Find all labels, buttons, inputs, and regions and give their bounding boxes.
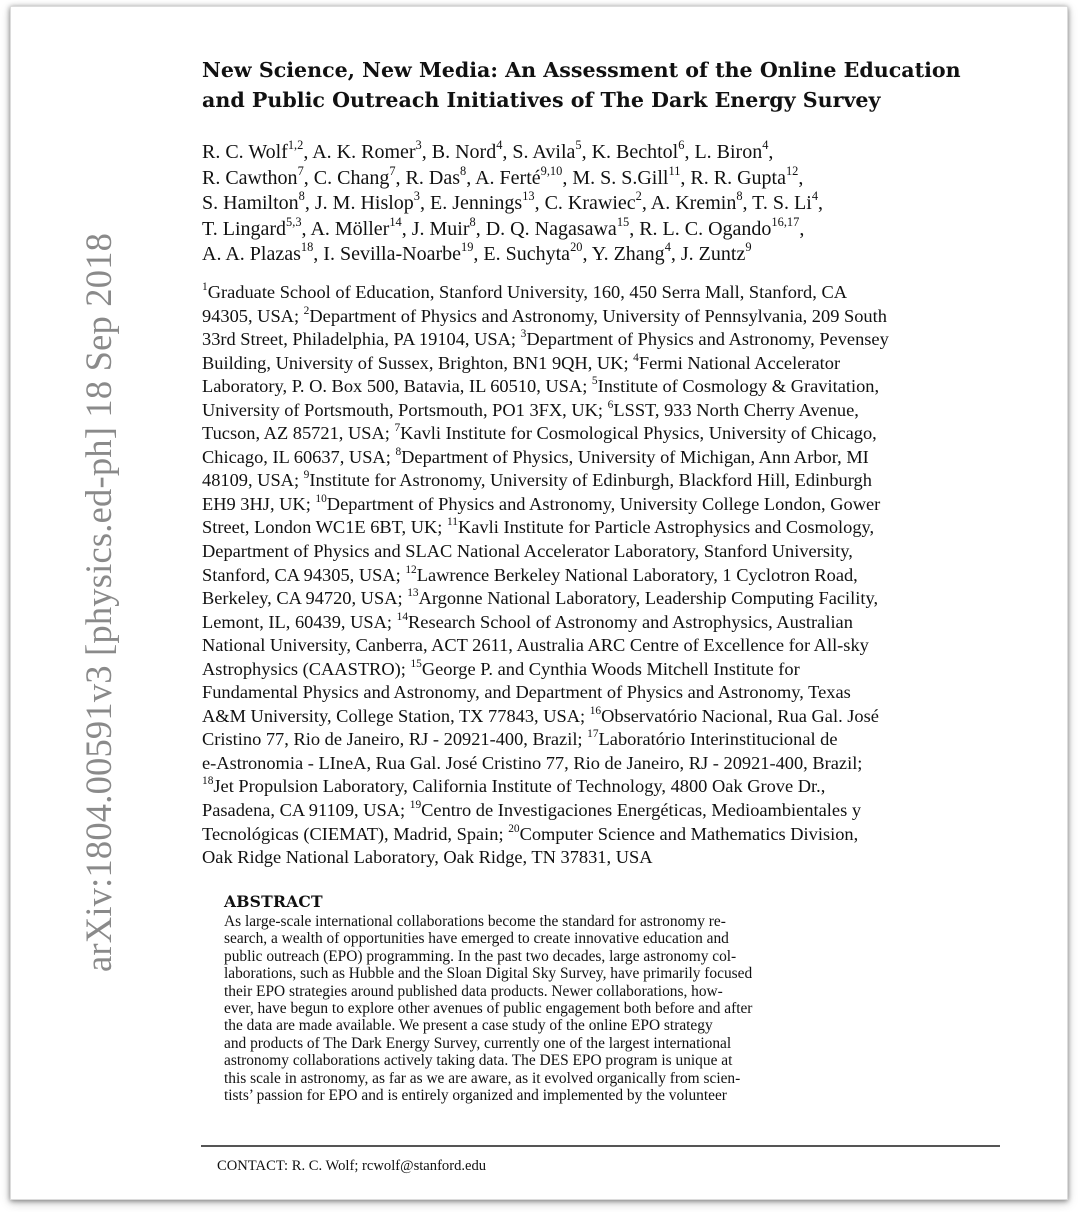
author-name: J. M. Hislop bbox=[314, 192, 414, 215]
affiliation-line bbox=[202, 634, 1032, 658]
affiliation-line bbox=[202, 328, 1032, 352]
affiliation-text: Pasadena, CA 91109, USA; bbox=[202, 800, 410, 821]
affiliation-text: Building, University of Sussex, Brighton, BN1 9QH, UK; bbox=[202, 352, 634, 373]
author-separator: , bbox=[768, 141, 774, 163]
author-name: A. A. Plazas bbox=[202, 243, 301, 266]
affiliation-text: Street, London WC1E 6BT, UK; bbox=[202, 517, 448, 538]
author-name: M. S. S.Gill bbox=[572, 166, 669, 189]
title-line: New Science, New Media: An Assessment of the Online Education bbox=[202, 58, 961, 82]
abstract-line: As large-scale international collaborations become the standard for astronomy re- bbox=[224, 913, 726, 930]
author-name: I. Sevilla-Noarbe bbox=[323, 243, 462, 266]
abstract-section bbox=[224, 891, 994, 1104]
abstract-line: tists’ passion for EPO and is entirely organized and implemented by the volunteer bbox=[224, 1087, 727, 1105]
affiliation-text: Chicago, IL 60637, USA; bbox=[202, 446, 396, 467]
affiliation-number: 1 bbox=[202, 280, 208, 293]
author-separator: , bbox=[742, 192, 753, 215]
author-affiliation-mark: 18 bbox=[300, 240, 314, 255]
author-separator: , bbox=[629, 217, 640, 240]
author-name: K. Bechtol bbox=[591, 141, 679, 163]
author-name: C. Chang bbox=[313, 166, 390, 189]
author-affiliation-mark: 9 bbox=[745, 240, 752, 255]
author-separator: , bbox=[419, 192, 430, 215]
author-name: T. Lingard bbox=[202, 217, 287, 240]
author-separator: , bbox=[401, 217, 412, 240]
affiliation-text: George P. and Cynthia Woods Mitchell Institute for bbox=[421, 658, 800, 679]
affiliation-text: Laboratório Interinstitucional de bbox=[598, 729, 838, 750]
affiliation-text: Lemont, IL, 60439, USA; bbox=[202, 611, 397, 632]
author-name: Y. Zhang bbox=[591, 243, 665, 266]
author-name: R. Cawthon bbox=[202, 166, 298, 189]
abstract-line: this scale in astronomy, as far as we are aware, as it evolved organically from scien- bbox=[224, 1069, 741, 1087]
author-separator: , bbox=[421, 141, 432, 163]
author-name: A. Möller bbox=[310, 217, 390, 240]
author-name: C. Krawiec bbox=[544, 192, 636, 215]
affiliation-number: 3 bbox=[520, 327, 527, 340]
author-affiliation-mark: 19 bbox=[461, 240, 474, 255]
affiliation-text: Lawrence Berkeley National Laboratory, 1 Cyclotron Road, bbox=[416, 564, 858, 585]
author-separator: , bbox=[684, 141, 695, 163]
author-separator: , bbox=[818, 192, 824, 215]
affiliation-text: Computer Science and Mathematics Division, bbox=[519, 823, 859, 844]
affiliation-number: 14 bbox=[396, 610, 409, 623]
affiliation-line bbox=[202, 728, 1032, 752]
author-affiliation-mark: 7 bbox=[389, 163, 396, 178]
author-separator: , bbox=[582, 243, 592, 266]
author-separator: , bbox=[466, 166, 476, 189]
affiliations bbox=[202, 281, 1032, 870]
author-affiliation-mark: 16,17 bbox=[771, 214, 800, 229]
title-line: and Public Outreach Initiatives of The Dark Energy Survey bbox=[202, 88, 881, 112]
author-affiliation-mark: 4 bbox=[762, 138, 769, 153]
affiliation-text: Laboratory, P. O. Box 500, Batavia, IL 60510, USA; bbox=[202, 376, 592, 397]
author-name: B. Nord bbox=[431, 141, 497, 163]
author-name: A. Ferté bbox=[475, 166, 541, 189]
affiliation-number: 20 bbox=[508, 822, 520, 835]
affiliation-text: Kavli Institute for Cosmological Physics, University of Chicago, bbox=[400, 423, 877, 444]
author-name: R. Das bbox=[405, 166, 460, 189]
author-affiliation-mark: 20 bbox=[570, 240, 583, 255]
affiliation-number: 2 bbox=[303, 304, 310, 317]
affiliation-line bbox=[202, 516, 1032, 540]
affiliation-text: Tecnológicas (CIEMAT), Madrid, Spain; bbox=[202, 823, 509, 844]
author-affiliation-mark: 4 bbox=[664, 240, 671, 255]
author-affiliation-mark: 9,10 bbox=[540, 163, 563, 178]
author-line bbox=[202, 191, 1032, 217]
affiliation-text: EH9 3HJ, UK; bbox=[202, 493, 316, 514]
author-separator: , bbox=[641, 192, 651, 215]
author-name: E. Jennings bbox=[429, 192, 523, 215]
affiliation-line bbox=[202, 375, 1032, 399]
contact-footnote: CONTACT: R. C. Wolf; rcwolf@stanford.edu bbox=[217, 1158, 487, 1174]
author-separator: , bbox=[581, 141, 592, 163]
affiliation-line bbox=[202, 469, 1032, 493]
affiliation-line bbox=[202, 446, 1032, 470]
affiliation-text: Institute for Astronomy, University of Edinburgh, Blackford Hill, Edinburgh bbox=[309, 470, 872, 491]
abstract-heading: ABSTRACT bbox=[224, 892, 323, 911]
author-separator: , bbox=[799, 217, 805, 240]
abstract-line: ever, have begun to explore other avenues of public engagement both before and after bbox=[224, 1000, 753, 1018]
author-affiliation-mark: 6 bbox=[678, 138, 685, 153]
abstract-line: their EPO strategies around published data products. Newer collaborations, how- bbox=[224, 982, 723, 1000]
affiliation-text: Research School of Astronomy and Astrophysics, Australian bbox=[408, 611, 853, 632]
author-line bbox=[202, 242, 1032, 268]
author-name: J. Muir bbox=[411, 217, 470, 240]
affiliation-text: Jet Propulsion Laboratory, California Institute of Technology, 4800 Oak Grove Dr., bbox=[213, 776, 826, 797]
author-separator: , bbox=[301, 217, 311, 240]
author-name: J. Zuntz bbox=[680, 243, 746, 266]
affiliation-text: 33rd Street, Philadelphia, PA 19104, USA; bbox=[202, 329, 521, 350]
author-line bbox=[202, 140, 1032, 166]
affiliation-line bbox=[202, 399, 1032, 423]
paper-page bbox=[10, 6, 1068, 1200]
affiliation-line bbox=[202, 493, 1032, 517]
author-affiliation-mark: 7 bbox=[297, 163, 304, 178]
author-affiliation-mark: 3 bbox=[413, 189, 420, 204]
affiliation-text: Centro de Investigaciones Energéticas, Medioambientales y bbox=[421, 800, 862, 821]
author-affiliation-mark: 3 bbox=[415, 138, 422, 153]
paper-title bbox=[202, 55, 1022, 115]
author-affiliation-mark: 4 bbox=[811, 189, 819, 204]
author-name: A. Kremin bbox=[650, 192, 737, 215]
affiliation-text: LSST, 933 North Cherry Avenue, bbox=[613, 399, 859, 420]
affiliation-line bbox=[202, 540, 1032, 564]
author-affiliation-mark: 15 bbox=[616, 214, 630, 229]
author-name: R. L. C. Ogando bbox=[639, 217, 772, 240]
affiliation-line bbox=[202, 681, 1032, 705]
author-separator: , bbox=[473, 243, 484, 266]
affiliation-number: 19 bbox=[409, 798, 422, 811]
author-line bbox=[202, 163, 1032, 192]
affiliation-number: 10 bbox=[315, 492, 327, 505]
affiliation-text: Department of Physics and Astronomy, University of Pennsylvania, 209 South bbox=[309, 305, 887, 326]
affiliation-text: Berkeley, CA 94720, USA; bbox=[202, 588, 408, 609]
affiliation-line bbox=[202, 587, 1032, 611]
affiliation-line bbox=[202, 281, 1032, 305]
author-separator: , bbox=[670, 243, 681, 266]
author-separator: , bbox=[475, 217, 486, 240]
affiliation-line bbox=[202, 658, 1032, 682]
author-name: L. Biron bbox=[694, 141, 763, 163]
author-separator: , bbox=[303, 166, 314, 189]
affiliation-line bbox=[202, 422, 1032, 446]
affiliation-text: Oak Ridge National Laboratory, Oak Ridge, TN 37831, USA bbox=[202, 847, 653, 868]
author-name: S. Avila bbox=[512, 141, 576, 163]
abstract-line: laborations, such as Hubble and the Sloan Digital Sky Survey, have primarily focused bbox=[224, 965, 753, 983]
author-affiliation-mark: 5,3 bbox=[286, 214, 302, 229]
author-separator: , bbox=[562, 166, 573, 189]
affiliation-line bbox=[202, 752, 1032, 776]
abstract-line: the data are made available. We present a case study of the online EPO strategy bbox=[224, 1017, 713, 1035]
affiliation-number: 8 bbox=[395, 445, 402, 458]
affiliation-number: 16 bbox=[589, 704, 602, 717]
author-line bbox=[202, 214, 1032, 243]
affiliation-text: e-Astronomia - LIneA, Rua Gal. José Cristino 77, Rio de Janeiro, RJ - 20921-400, Brazil; bbox=[202, 752, 863, 773]
affiliation-number: 4 bbox=[633, 351, 639, 364]
affiliation-line bbox=[202, 352, 1032, 376]
author-affiliation-mark: 8 bbox=[459, 163, 467, 178]
author-separator: , bbox=[313, 243, 324, 266]
affiliation-line bbox=[202, 611, 1032, 635]
author-affiliation-mark: 13 bbox=[522, 189, 535, 204]
author-name: R. C. Wolf bbox=[202, 141, 288, 163]
affiliation-line bbox=[202, 775, 1032, 799]
affiliation-line bbox=[202, 305, 1032, 329]
affiliation-text: Fundamental Physics and Astronomy, and Department of Physics and Astronomy, Texas bbox=[202, 682, 851, 703]
affiliation-number: 17 bbox=[587, 728, 599, 741]
affiliation-text: Stanford, CA 94305, USA; bbox=[202, 564, 406, 585]
author-affiliation-mark: 8 bbox=[469, 214, 476, 229]
affiliation-text: Department of Physics and SLAC National Accelerator Laboratory, Stanford University, bbox=[202, 541, 853, 562]
author-name: S. Hamilton bbox=[202, 192, 299, 215]
affiliation-text: Tucson, AZ 85721, USA; bbox=[202, 423, 395, 444]
affiliation-number: 9 bbox=[303, 469, 310, 482]
affiliation-text: Fermi National Accelerator bbox=[638, 352, 841, 373]
abstract-line: and products of The Dark Energy Survey, currently one of the largest international bbox=[224, 1034, 732, 1052]
affiliation-text: National University, Canberra, ACT 2611, Australia ARC Centre of Excellence for All-sky bbox=[202, 635, 869, 656]
author-separator: , bbox=[303, 141, 313, 163]
affiliation-text: Department of Physics and Astronomy, Pevensey bbox=[526, 329, 889, 350]
affiliation-number: 5 bbox=[591, 374, 598, 387]
affiliation-text: Department of Physics and Astronomy, University College London, Gower bbox=[326, 493, 881, 514]
footnote-rule bbox=[201, 1145, 1000, 1147]
author-separator: , bbox=[798, 166, 804, 189]
affiliation-text: Department of Physics, University of Michigan, Ann Arbor, MI bbox=[401, 446, 869, 467]
affiliation-text: Graduate School of Education, Stanford University, 160, 450 Serra Mall, Stanford, CA bbox=[207, 282, 847, 302]
affiliation-text: Kavli Institute for Particle Astrophysics and Cosmology, bbox=[457, 517, 875, 538]
affiliation-number: 13 bbox=[407, 586, 419, 599]
affiliation-text: Cristino 77, Rio de Janeiro, RJ - 20921-400, Brazil; bbox=[202, 729, 588, 750]
affiliation-text: Observatório Nacional, Rua Gal. José bbox=[601, 705, 879, 726]
author-separator: , bbox=[304, 192, 315, 215]
affiliation-text: Astrophysics (CAASTRO); bbox=[202, 658, 411, 679]
author-name: A. K. Romer bbox=[312, 141, 416, 163]
author-name: R. R. Gupta bbox=[690, 166, 786, 189]
affiliation-number: 11 bbox=[447, 516, 458, 529]
author-affiliation-mark: 8 bbox=[736, 189, 743, 204]
abstract-body bbox=[224, 913, 994, 1104]
author-affiliation-mark: 8 bbox=[298, 189, 305, 204]
abstract-line: search, a wealth of opportunities have emerged to create innovative education and bbox=[224, 930, 729, 948]
affiliation-line bbox=[202, 823, 1032, 847]
affiliation-line bbox=[202, 846, 1032, 870]
affiliation-text: Argonne National Laboratory, Leadership Computing Facility, bbox=[418, 588, 879, 609]
author-affiliation-mark: 4 bbox=[496, 138, 503, 153]
abstract-line: astronomy collaborations actively taking data. The DES EPO program is unique at bbox=[224, 1052, 733, 1070]
author-affiliation-mark: 2 bbox=[635, 189, 642, 204]
affiliation-number: 15 bbox=[410, 657, 422, 670]
author-affiliation-mark: 14 bbox=[389, 214, 402, 229]
affiliation-text: Institute of Cosmology & Gravitation, bbox=[597, 376, 880, 397]
affiliation-text: 94305, USA; bbox=[202, 305, 304, 326]
affiliation-line bbox=[202, 799, 1032, 823]
author-separator: , bbox=[534, 192, 545, 215]
affiliation-text: 48109, USA; bbox=[202, 470, 304, 491]
author-separator: , bbox=[502, 141, 513, 163]
affiliation-number: 18 bbox=[202, 775, 214, 788]
author-affiliation-mark: 12 bbox=[785, 163, 799, 178]
author-affiliation-mark: 5 bbox=[575, 138, 582, 153]
author-separator: , bbox=[395, 166, 406, 189]
arxiv-identifier: arXiv:1804.00591v3 [physics.ed-ph] 18 Sep 2018 bbox=[78, 232, 119, 972]
author-affiliation-mark: 11 bbox=[668, 163, 681, 178]
author-name: D. Q. Nagasawa bbox=[485, 217, 617, 240]
author-affiliation-mark: 1,2 bbox=[287, 138, 304, 153]
affiliation-number: 12 bbox=[405, 563, 417, 576]
affiliation-line bbox=[202, 564, 1032, 588]
affiliation-number: 7 bbox=[394, 422, 401, 435]
author-name: E. Suchyta bbox=[483, 243, 571, 266]
affiliation-line bbox=[202, 705, 1032, 729]
author-name: T. S. Li bbox=[752, 192, 812, 215]
affiliation-text: A&M University, College Station, TX 77843, USA; bbox=[202, 705, 590, 726]
affiliation-text: University of Portsmouth, Portsmouth, PO1 3FX, UK; bbox=[202, 399, 608, 420]
affiliation-number: 6 bbox=[607, 398, 614, 411]
author-list bbox=[202, 140, 1032, 268]
author-separator: , bbox=[680, 166, 691, 189]
abstract-line: public outreach (EPO) programming. In the past two decades, large astronomy col- bbox=[224, 947, 737, 965]
